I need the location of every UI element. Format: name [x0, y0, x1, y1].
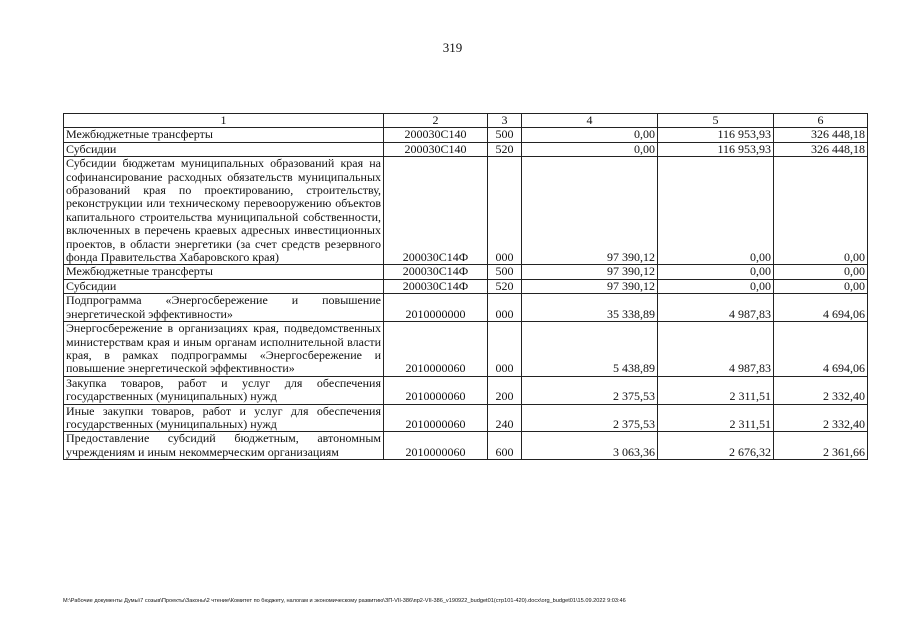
- row-name: Субсидии: [64, 142, 384, 156]
- row-name: Субсидии: [64, 279, 384, 293]
- row-value-5: 4 987,83: [658, 322, 774, 377]
- row-value-5: 2 311,51: [658, 376, 774, 404]
- header-cell: 3: [488, 114, 522, 128]
- row-code: 2010000060: [384, 432, 488, 460]
- row-value-4: 0,00: [522, 142, 658, 156]
- row-code: 2010000060: [384, 322, 488, 377]
- table-row: [64, 294, 868, 322]
- row-value-5: 0,00: [658, 265, 774, 279]
- header-cell: 6: [774, 114, 868, 128]
- row-code: 200030С140: [384, 142, 488, 156]
- table-row: [64, 157, 868, 265]
- table-row: [64, 128, 868, 142]
- row-name: Субсидии бюджетам муниципальных образований края на софинансирование расходных обязательств муниципальных образований края по проектированию, строительству, реконструкции или техническому перевооружению объектов капитального строительства муниципальной собственности, включенных в перечень краевых адресных инвестиционных проектов, в области энергетики (за счет средств резервного фонда Правительства Хабаровского края): [64, 157, 384, 265]
- row-value-4: 5 438,89: [522, 322, 658, 377]
- row-value-5: 2 676,32: [658, 432, 774, 460]
- table-row: [64, 376, 868, 404]
- row-value-6: 0,00: [774, 279, 868, 293]
- row-kind: 520: [488, 279, 522, 293]
- row-value-4: 97 390,12: [522, 265, 658, 279]
- row-code: 200030С140: [384, 128, 488, 142]
- row-value-5: 4 987,83: [658, 294, 774, 322]
- row-value-4: 35 338,89: [522, 294, 658, 322]
- table-row: [64, 322, 868, 377]
- row-kind: 200: [488, 376, 522, 404]
- file-path-footer: M:\Рабочие документы Думы\7 созыв\Проекты\Законы\2 чтение\Комитет по бюджету, налогам и экономическому развитию\ЗП-VII-386\пр2-VII-386_v190922_budget01(стр101-420).docx\org_budget01\15.09.2022 9:03:46: [63, 598, 626, 604]
- row-kind: 000: [488, 322, 522, 377]
- row-value-6: 4 694,06: [774, 322, 868, 377]
- header-row: [64, 114, 868, 128]
- row-value-4: 97 390,12: [522, 279, 658, 293]
- row-value-4: 2 375,53: [522, 404, 658, 432]
- row-code: 2010000060: [384, 404, 488, 432]
- row-kind: 520: [488, 142, 522, 156]
- row-code: 200030С14Ф: [384, 265, 488, 279]
- row-name: Предоставление субсидий бюджетным, автономным учреждениям и иным некоммерческим организациям: [64, 432, 384, 460]
- row-value-5: 116 953,93: [658, 128, 774, 142]
- header-cell: 2: [384, 114, 488, 128]
- table-row: [64, 142, 868, 156]
- header-cell: 4: [522, 114, 658, 128]
- row-name: Закупка товаров, работ и услуг для обеспечения государственных (муниципальных) нужд: [64, 376, 384, 404]
- row-value-6: 4 694,06: [774, 294, 868, 322]
- row-code: 2010000000: [384, 294, 488, 322]
- row-kind: 600: [488, 432, 522, 460]
- row-value-6: 326 448,18: [774, 128, 868, 142]
- header-cell: 1: [64, 114, 384, 128]
- row-value-5: 116 953,93: [658, 142, 774, 156]
- table-row: [64, 265, 868, 279]
- page-number: 319: [442, 40, 463, 55]
- row-value-4: 0,00: [522, 128, 658, 142]
- row-name: Подпрограмма «Энергосбережение и повышение энергетической эффективности»: [64, 294, 384, 322]
- row-name: Межбюджетные трансферты: [64, 265, 384, 279]
- table-row: [64, 404, 868, 432]
- row-value-6: 2 332,40: [774, 404, 868, 432]
- row-value-6: 2 361,66: [774, 432, 868, 460]
- row-code: 2010000060: [384, 376, 488, 404]
- row-value-4: 97 390,12: [522, 157, 658, 265]
- row-kind: 000: [488, 157, 522, 265]
- row-value-4: 3 063,36: [522, 432, 658, 460]
- row-value-5: 2 311,51: [658, 404, 774, 432]
- row-value-6: 2 332,40: [774, 376, 868, 404]
- row-value-4: 2 375,53: [522, 376, 658, 404]
- row-value-6: 0,00: [774, 157, 868, 265]
- row-name: Межбюджетные трансферты: [64, 128, 384, 142]
- row-name: Энергосбережение в организациях края, подведомственных министерствам края и иным органам исполнительной власти края, в рамках подпрограммы «Энергосбережение и повышение энергетической эффективности»: [64, 322, 384, 377]
- row-code: 200030С14Ф: [384, 157, 488, 265]
- row-kind: 500: [488, 128, 522, 142]
- table-row: [64, 279, 868, 293]
- row-value-6: 326 448,18: [774, 142, 868, 156]
- row-kind: 000: [488, 294, 522, 322]
- budget-table: [63, 113, 868, 460]
- row-name: Иные закупки товаров, работ и услуг для обеспечения государственных (муниципальных) нужд: [64, 404, 384, 432]
- row-value-6: 0,00: [774, 265, 868, 279]
- header-cell: 5: [658, 114, 774, 128]
- row-value-5: 0,00: [658, 279, 774, 293]
- row-value-5: 0,00: [658, 157, 774, 265]
- row-code: 200030С14Ф: [384, 279, 488, 293]
- row-kind: 240: [488, 404, 522, 432]
- table-row: [64, 432, 868, 460]
- row-kind: 500: [488, 265, 522, 279]
